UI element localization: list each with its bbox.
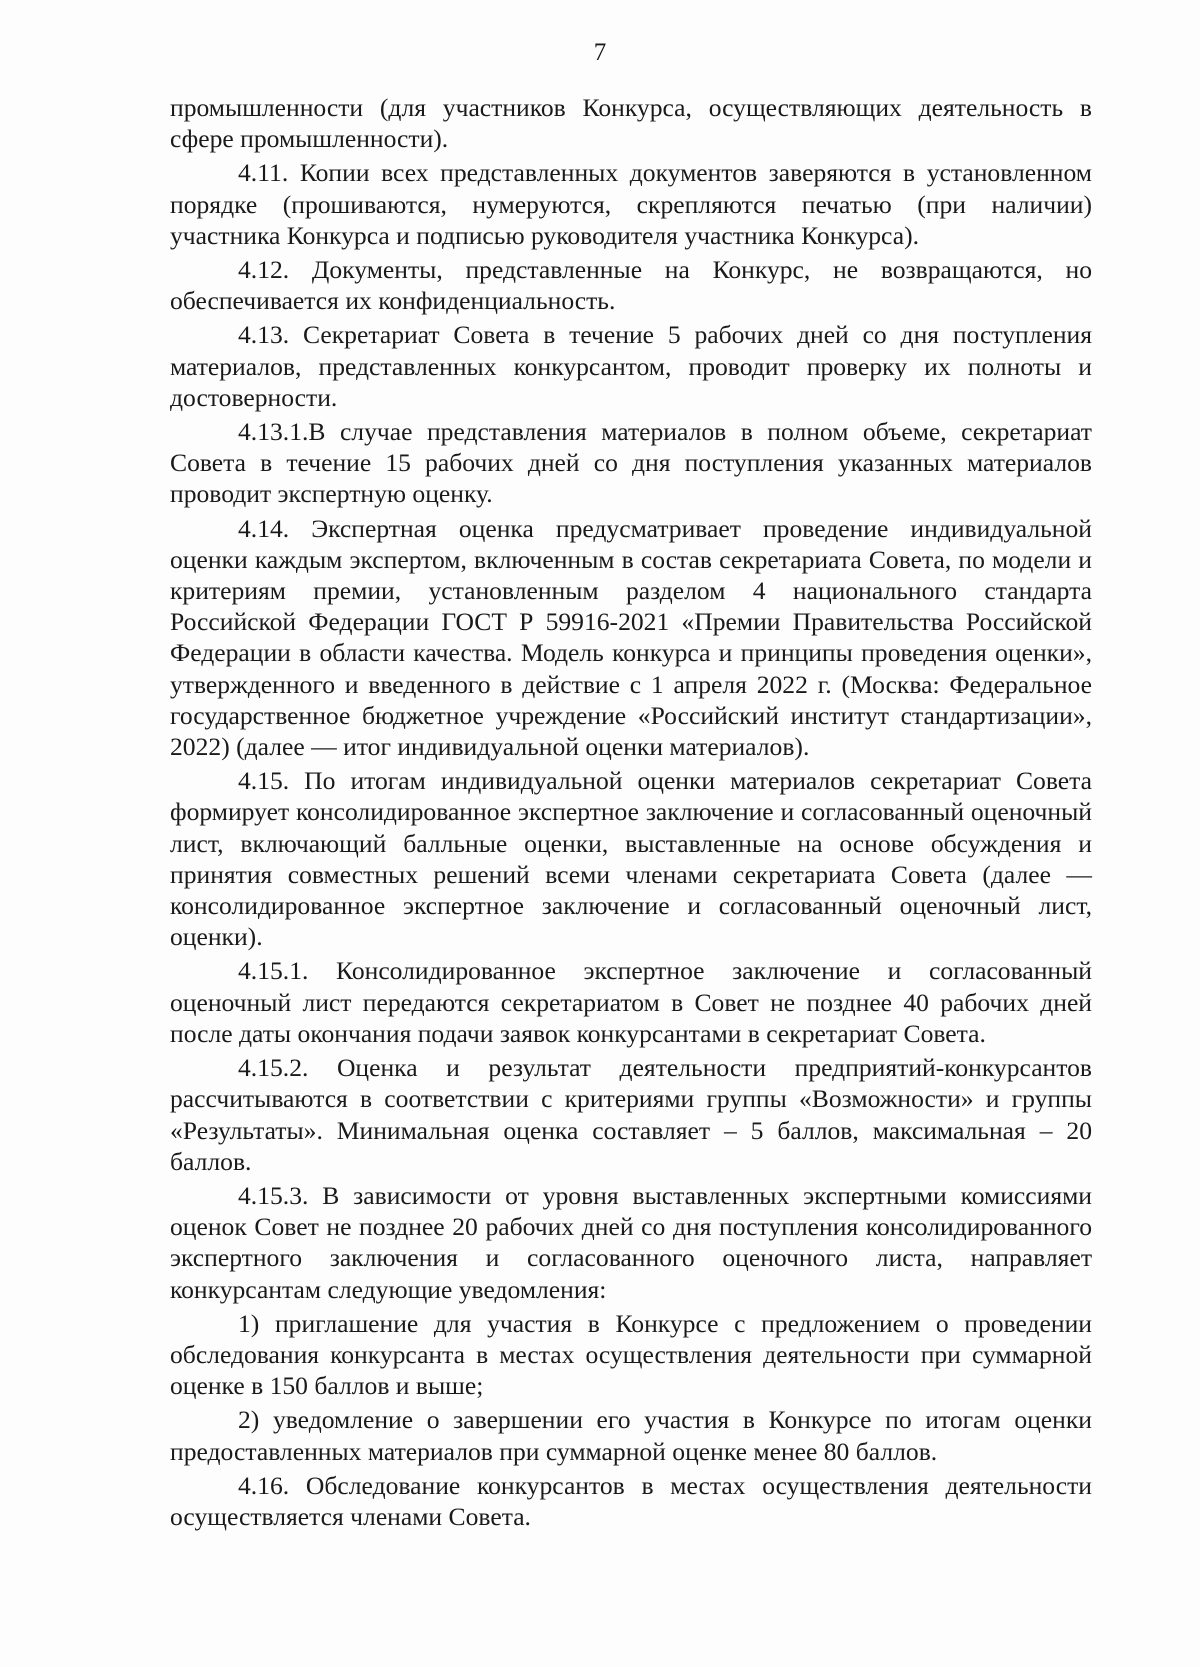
page-number: 7	[593, 39, 607, 66]
document-body	[170, 92, 1092, 1535]
paragraph-continuation: промышленности (для участников Конкурса, осуществляющих деятельность в сфере промышленности).	[170, 93, 1092, 154]
paragraph-4-11: 4.11. Копии всех представленных документов заверяются в установленном порядке (прошиваются, нумеруются, скрепляются печатью (при наличии) участника Конкурса и подписью руководителя участника Конкурса).	[170, 158, 1092, 250]
paragraph-4-15-2: 4.15.2. Оценка и результат деятельности предприятий-конкурсантов рассчитываются в соответствии с критериями группы «Возможности» и группы «Результаты». Минимальная оценка составляет – 5 баллов, максимальная – 20 баллов.	[170, 1053, 1092, 1176]
paragraph-4-14: 4.14. Экспертная оценка предусматривает проведение индивидуальной оценки каждым экспертом, включенным в состав секретариата Совета, по модели и критериям премии, установленным разделом 4 национального стандарта Российской Федерации ГОСТ Р 59916-2021 «Премии Правительства Российской Федерации в области качества. Модель конкурса и принципы проведения оценки», утвержденного и введенного в действие с 1 апреля 2022 г. (Москва: Федеральное государственное бюджетное учреждение «Российский институт стандартизации», 2022) (далее — итог индивидуальной оценки материалов).	[170, 513, 1092, 762]
paragraph-4-15-3: 4.15.3. В зависимости от уровня выставленных экспертными комиссиями оценок Совет не позднее 20 рабочих дней со дня поступления консолидированного экспертного заключения и согласованного оценочного листа, направляет конкурсантам следующие уведомления:	[170, 1180, 1092, 1304]
list-item-1: 1) приглашение для участия в Конкурсе с предложением о проведении обследования конкурсанта в местах осуществления деятельности при суммарной оценке в 150 баллов и выше;	[170, 1308, 1092, 1401]
paragraph-4-13: 4.13. Секретариат Совета в течение 5 рабочих дней со дня поступления материалов, представленных конкурсантом, проводит проверку их полноты и достоверности.	[170, 320, 1092, 412]
paragraph-4-12: 4.12. Документы, представленные на Конкурс, не возвращаются, но обеспечивается их конфиденциальность.	[170, 255, 1092, 316]
paragraph-4-16: 4.16. Обследование конкурсантов в местах осуществления деятельности осуществляется членами Совета.	[170, 1470, 1092, 1531]
paragraph-4-15: 4.15. По итогам индивидуальной оценки материалов секретариат Совета формирует консолидированное экспертное заключение и согласованный оценочный лист, включающий балльные оценки, выставленные на основе обсуждения и принятия совместных решений всеми членами секретариата Совета (далее — консолидированное экспертное заключение и согласованный оценочный лист, оценки).	[170, 766, 1092, 952]
paragraph-4-15-1: 4.15.1. Консолидированное экспертное заключение и согласованный оценочный лист передаются секретариатом в Совет не позднее 40 рабочих дней после даты окончания подачи заявок конкурсантами в секретариат Совета.	[170, 956, 1092, 1048]
paragraph-4-13-1: 4.13.1.В случае представления материалов в полном объеме, секретариат Совета в течение 15 рабочих дней со дня поступления указанных материалов проводит экспертную оценку.	[170, 417, 1092, 509]
list-item-2: 2) уведомление о завершении его участия в Конкурсе по итогам оценки предоставленных материалов при суммарной оценке менее 80 баллов.	[170, 1405, 1092, 1466]
